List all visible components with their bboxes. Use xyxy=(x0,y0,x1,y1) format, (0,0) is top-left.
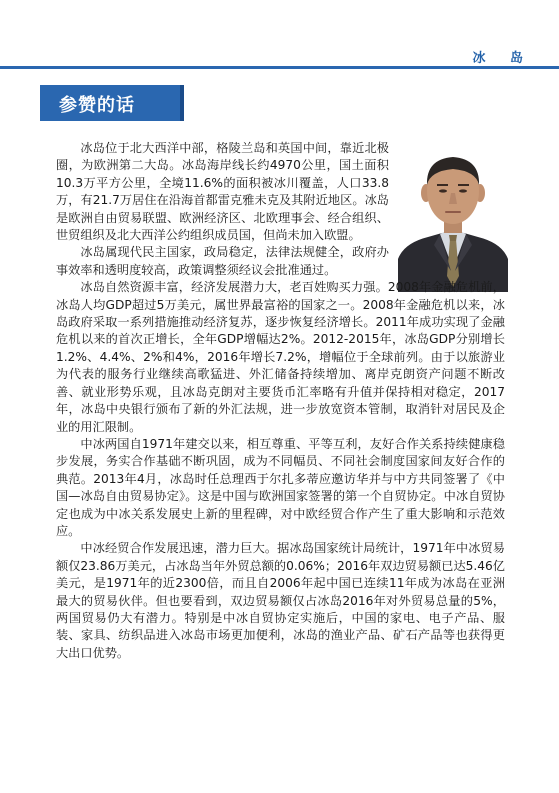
paragraph: 冰岛属现代民主国家，政局稳定，法律法规健全，政府办事效率和透明度较高，政策调整须经议会批准通过。 xyxy=(56,245,389,277)
page-title: 参赞的话 xyxy=(59,95,135,116)
article-body xyxy=(56,140,505,662)
paragraph: 冰岛自然资源丰富，经济发展潜力大，老百姓购买力强。2008年金融危机前，冰岛人均GDP超过5万美元，属世界最富裕的国家之一。2008年金融危机以来，冰岛政府采取一系列措施推动经济复苏，逐步恢复经济增长。2011年成功实现了金融危机以来的首次正增长，全年GDP增幅达2%。2012-2015年，冰岛GDP分别增长1.2%、4.4%、2%和4%，2016年增长7.2%，增幅位于全球前列。由于以旅游业为代表的服务行业继续高歌猛进、外汇储备持续增加、离岸克朗资产问题不断改善、就业形势乐观，且冰岛克朗对主要货币汇率略有升值并保持相对稳定，2017年，冰岛中央银行颁布了新的外汇法规，进一步放宽资本管制，取消针对居民及企业的用汇限制。 xyxy=(56,280,505,434)
header-divider xyxy=(0,66,559,69)
title-banner xyxy=(40,85,184,121)
paragraph: 冰岛位于北大西洋中部，格陵兰岛和英国中间，靠近北极圈，为欧洲第二大岛。冰岛海岸线长约4970公里，国土面积10.3万平方公里，全境11.6%的面积被冰川覆盖，人口33.8万，有21.7万居住在沿海首都雷克雅未克及其附近地区。冰岛是欧洲自由贸易联盟、欧洲经济区、北欧理事会、经合组织、世贸组织及北大西洋公约组织成员国，但尚未加入欧盟。 xyxy=(56,141,389,243)
text-beside-photo xyxy=(56,140,389,279)
header-section-label: 冰 岛 xyxy=(472,51,533,66)
paragraph: 中冰两国自1971年建交以来，相互尊重、平等互利，友好合作关系持续健康稳步发展，务实合作基础不断巩固，成为不同幅员、不同社会制度国家间友好合作的典范。2013年4月，冰岛时任总理西于尔扎多蒂应邀访华并与中方共同签署了《中国—冰岛自由贸易协定》。这是中国与欧洲国家签署的第一个自贸协定。中冰自贸协定也成为中冰关系发展史上新的里程碑，对中欧经贸合作产生了重大影响和示范效应。 xyxy=(56,436,505,538)
paragraph: 中冰经贸合作发展迅速，潜力巨大。据冰岛国家统计局统计，1971年中冰贸易额仅23.86万美元，占冰岛当年外贸总额的0.06%；2016年双边贸易额已达5.46亿美元，是1971年的近2300倍，而且自2006年起中国已连续11年成为冰岛在亚洲最大的贸易伙伴。但也要看到，双边贸易额仅占冰岛2016年对外贸易总量的5%，两国贸易仍大有潜力。特别是中冰自贸协定实施后，中国的家电、电子产品、服装、家具、纺织品进入冰岛市场更加便利，冰岛的渔业产品、矿石产品等也获得更大出口优势。 xyxy=(56,541,505,660)
